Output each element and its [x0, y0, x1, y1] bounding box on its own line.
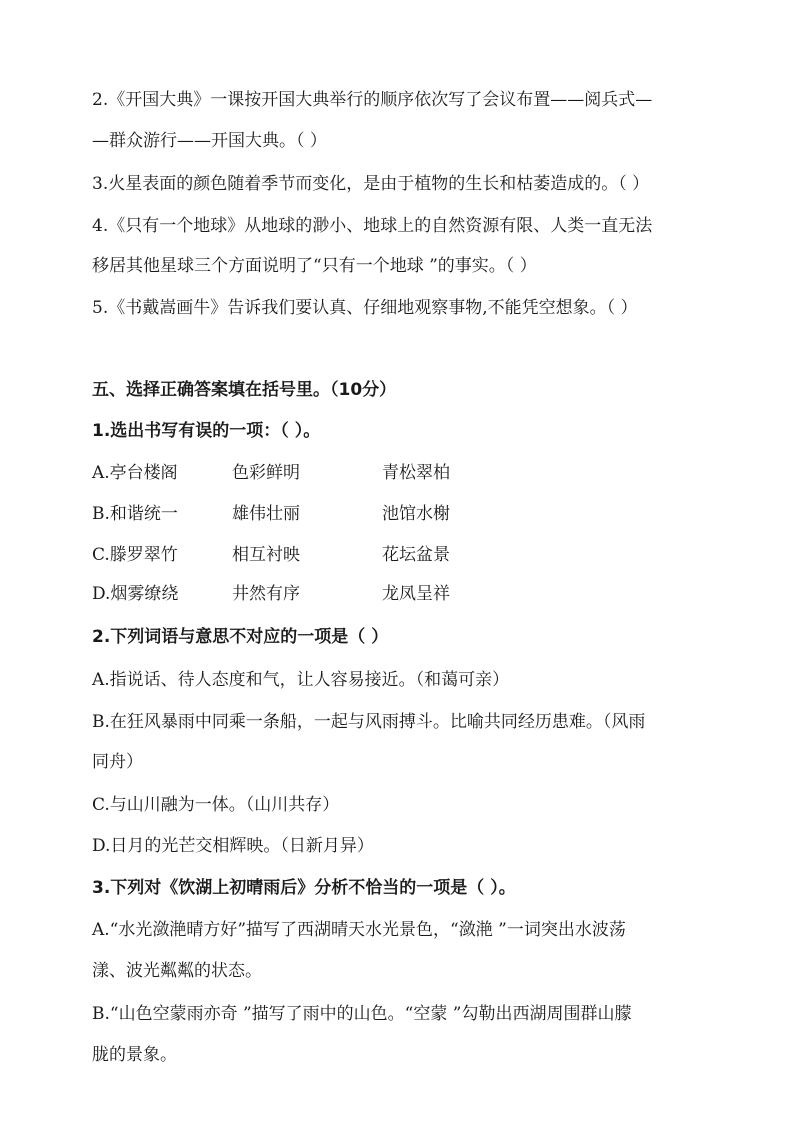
- judge-item-2-line-2: —群众游行——开国大典。（ ）: [92, 131, 327, 151]
- q1-option-b-word-1: B.和谐统一: [92, 504, 178, 524]
- q2-option-d: D.日月的光芒交相辉映。（日新月异）: [92, 836, 374, 856]
- judge-item-4-line-1: 4.《只有一个地球》从地球的渺小、地球上的自然资源有限、人类一直无法: [92, 216, 653, 236]
- q1-option-b-word-3: 池馆水榭: [382, 504, 450, 524]
- judge-item-5: 5.《书戴嵩画牛》告诉我们要认真、仔细地观察事物,不能凭空想象。（ ）: [92, 298, 638, 318]
- q2-option-c: C.与山川融为一体。（山川共存）: [92, 795, 340, 815]
- q3-option-b-line-1: B.“山色空蒙雨亦奇 ”描写了雨中的山色。“空蒙 ”勾勒出西湖周围群山朦: [92, 1004, 632, 1024]
- judge-item-3: 3.火星表面的颜色随着季节而变化，是由于植物的生长和枯萎造成的。（ ）: [92, 174, 650, 194]
- q1-option-a-word-2: 色彩鲜明: [232, 463, 300, 483]
- q1-option-d-word-3: 龙凤呈祥: [382, 584, 450, 604]
- question-3-stem: 3.下列对《饮湖上初晴雨后》分析不恰当的一项是（ ）。: [92, 878, 516, 898]
- q1-option-a-word-1: A.亭台楼阁: [92, 463, 178, 483]
- q1-option-b-word-2: 雄伟壮丽: [232, 504, 300, 524]
- section-title: 五、选择正确答案填在括号里。（10分）: [92, 380, 397, 400]
- q1-option-a-word-3: 青松翠柏: [382, 463, 450, 483]
- judge-item-2-line-1: 2.《开国大典》一课按开国大典举行的顺序依次写了会议布置——阅兵式—: [92, 90, 653, 110]
- judge-item-4-line-2: 移居其他星球三个方面说明了“只有一个地球 ”的事实。（ ）: [92, 256, 537, 276]
- question-1-stem: 1.选出书写有误的一项：（ ）。: [92, 421, 321, 441]
- q2-option-b-line-1: B.在狂风暴雨中同乘一条船，一起与风雨搏斗。比喻共同经历患难。（风雨: [92, 712, 646, 732]
- q1-option-c-word-1: C.滕罗翠竹: [92, 545, 178, 565]
- q2-option-b-line-2: 同舟）: [92, 752, 143, 772]
- q3-option-a-line-2: 漾、波光粼粼的状态。: [92, 961, 262, 981]
- q1-option-d-word-2: 井然有序: [232, 584, 300, 604]
- q3-option-b-line-2: 胧的景象。: [92, 1045, 177, 1065]
- q3-option-a-line-1: A.“水光潋滟晴方好”描写了西湖晴天水光景色，“潋滟 ”一词突出水波荡: [92, 920, 626, 940]
- q1-option-c-word-2: 相互衬映: [232, 545, 300, 565]
- q1-option-d-word-1: D.烟雾缭绕: [92, 584, 179, 604]
- q1-option-c-word-3: 花坛盆景: [382, 545, 450, 565]
- question-2-stem: 2.下列词语与意思不对应的一项是（ ）: [92, 627, 389, 647]
- q2-option-a: A.指说话、待人态度和气，让人容易接近。（和蔼可亲）: [92, 670, 510, 690]
